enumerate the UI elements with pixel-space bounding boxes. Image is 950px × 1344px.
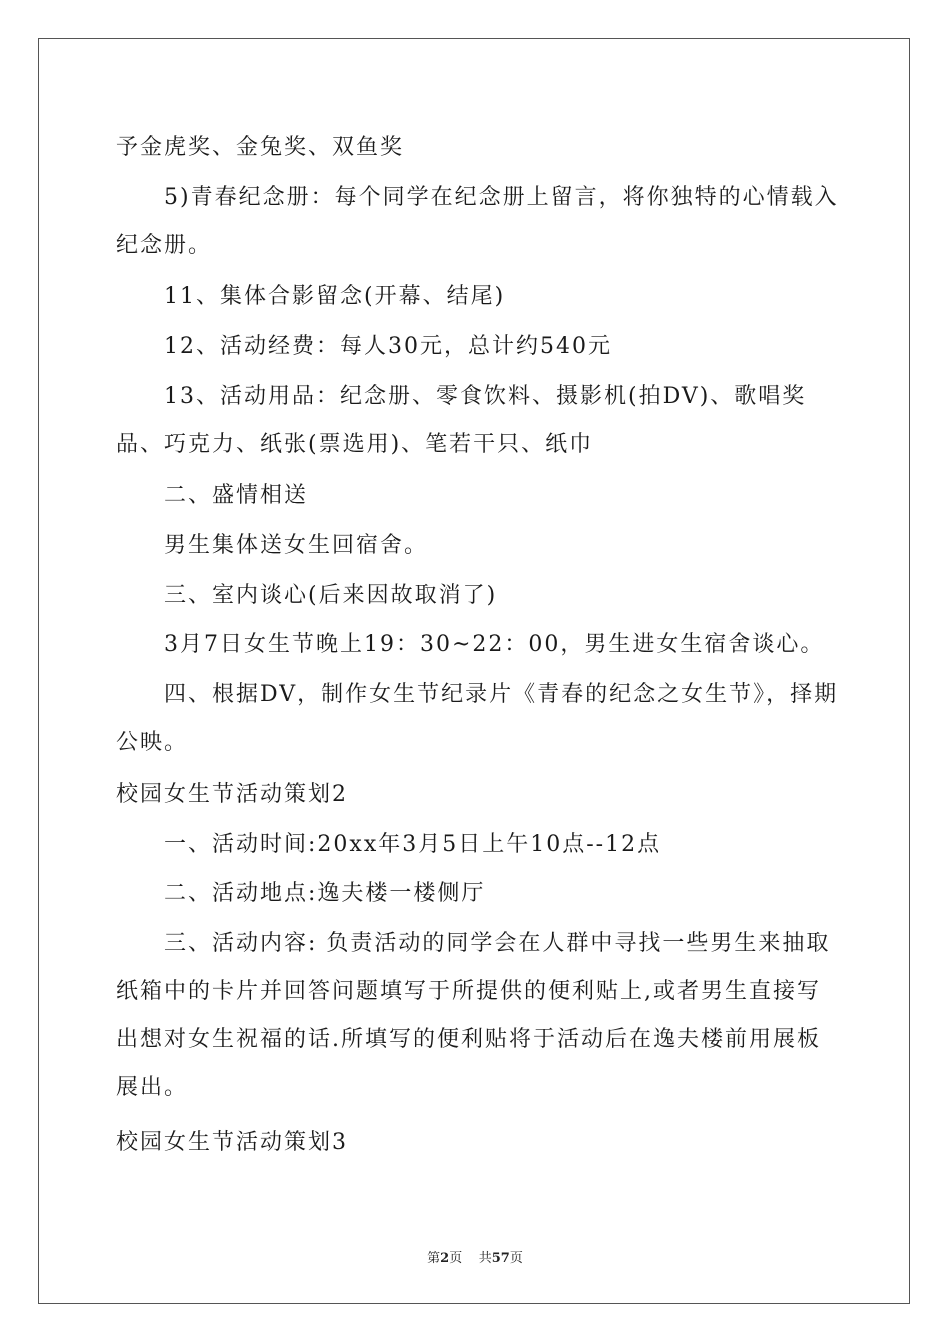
page-footer (0, 1247, 950, 1266)
footer-total-suffix: 页 (509, 1251, 523, 1266)
paragraph-activity-content: 三、活动内容: 负责活动的同学会在人群中寻找一些男生来抽取纸箱中的卡片并回答问题填写于所提供的便利贴上,或者男生直接写出想对女生祝福的话.所填写的便利贴将于活动后在逸夫楼前用展板展出。 (116, 931, 831, 1100)
heading-send-off: 二、盛情相送 (164, 483, 309, 508)
paragraph-activity-place: 二、活动地点:逸夫楼一楼侧厅 (164, 881, 486, 906)
section-title-plan-2: 校园女生节活动策划2 (116, 782, 348, 807)
footer-page-prefix: 第 (427, 1251, 441, 1266)
paragraph-activity-time: 一、活动时间:20xx年3月5日上午10点--12点 (164, 832, 662, 857)
paragraph-budget: 12、活动经费：每人30元，总计约540元 (164, 334, 612, 359)
paragraph-escort: 男生集体送女生回宿舍。 (164, 533, 429, 558)
paragraph-memory-book: 5)青春纪念册：每个同学在纪念册上留言，将你独特的心情载入纪念册。 (116, 185, 839, 258)
section-title-plan-3: 校园女生节活动策划3 (116, 1130, 348, 1155)
footer-page-total: 57 (491, 1251, 510, 1266)
paragraph-supplies: 13、活动用品：纪念册、零食饮料、摄影机(拍DV)、歌唱奖品、巧克力、纸张(票选用)、笔若干只、纸巾 (116, 384, 807, 457)
heading-indoor-talk: 三、室内谈心(后来因故取消了) (164, 583, 498, 608)
paragraph-documentary: 四、根据DV，制作女生节纪录片《青春的纪念之女生节》，择期公映。 (116, 682, 839, 755)
paragraph-talk-time: 3月7日女生节晚上19：30~22：00，男生进女生宿舍谈心。 (164, 632, 825, 657)
footer-page-current: 2 (440, 1251, 450, 1266)
paragraph-award-names: 予金虎奖、金兔奖、双鱼奖 (116, 135, 405, 160)
footer-total-prefix: 共 (478, 1251, 492, 1266)
footer-page-suffix: 页 (449, 1251, 463, 1266)
paragraph-group-photo: 11、集体合影留念(开幕、结尾) (164, 284, 506, 309)
